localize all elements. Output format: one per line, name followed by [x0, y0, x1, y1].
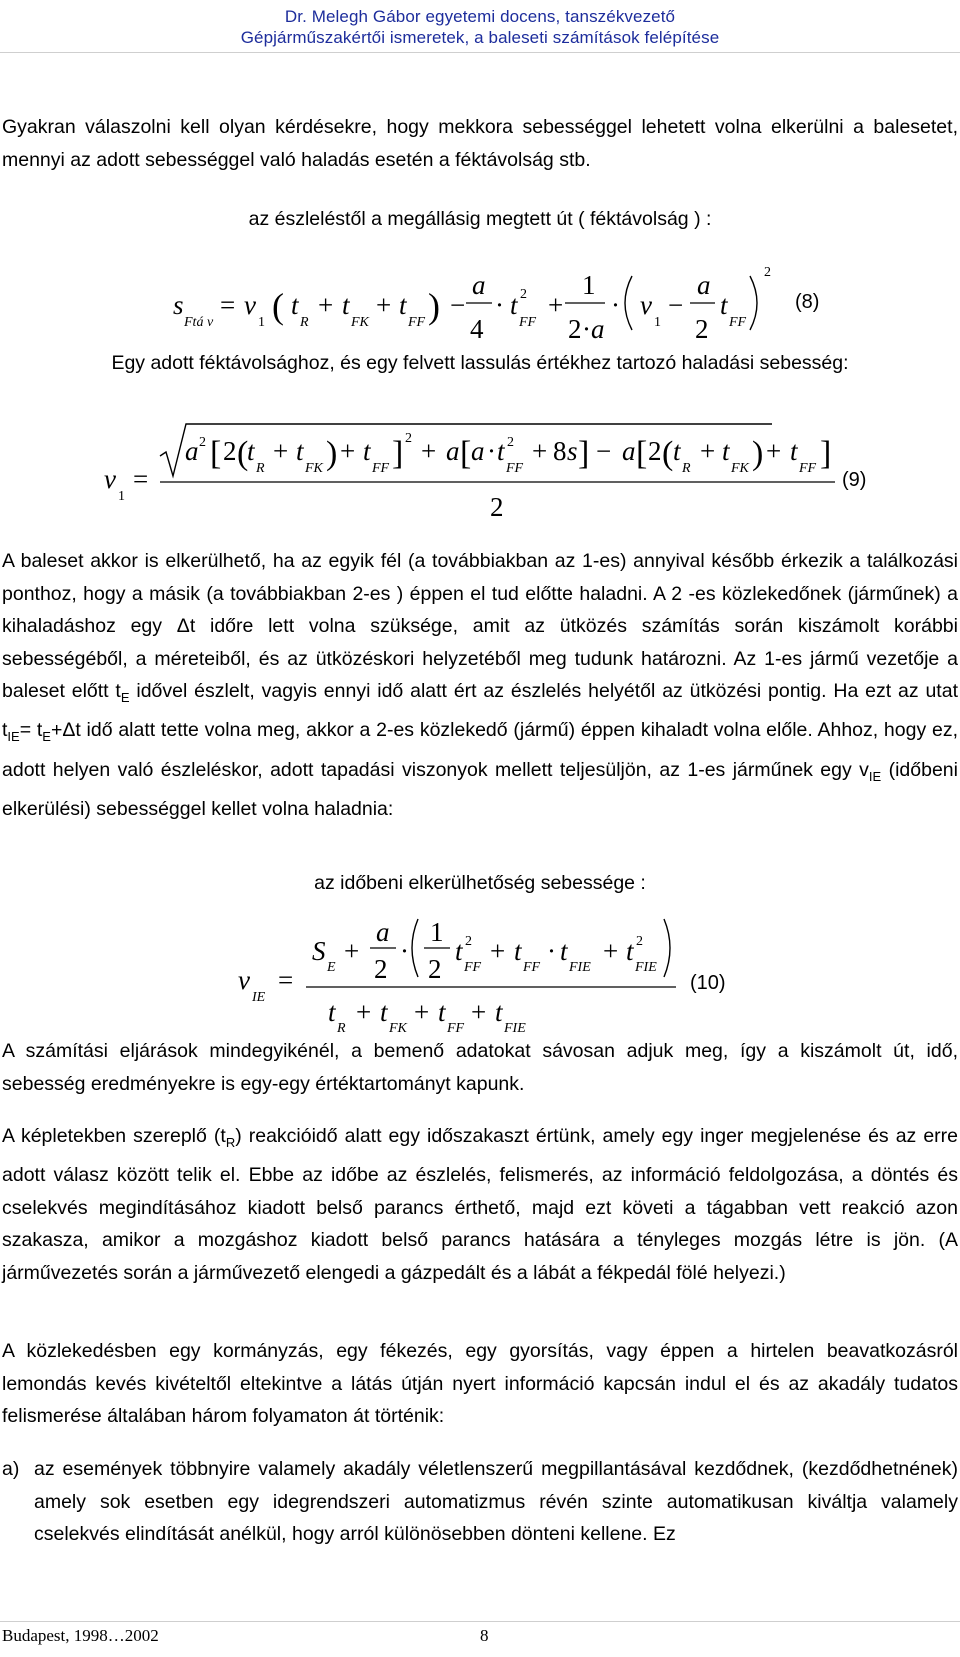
formula-9	[0, 418, 960, 528]
intro-paragraph: Gyakran válaszolni kell olyan kérdésekre, hogy mekkora sebességgel lehetett volna elkerülni a balesetet, mennyi az adott sebességgel való haladás esetén a féktávolság stb.	[2, 116, 958, 171]
svg-text:R: R	[337, 1021, 346, 1035]
svg-text:FK: FK	[305, 461, 323, 476]
text-run: (időbeni elkerülési) sebességgel kellet volna haladnia:	[2, 758, 958, 821]
svg-text:·: ·	[611, 290, 620, 320]
svg-text:t: t	[510, 290, 518, 320]
svg-text:[: [	[460, 435, 472, 472]
svg-text:[: [	[636, 435, 648, 472]
svg-text:·: ·	[487, 436, 496, 466]
svg-text:2: 2	[764, 265, 771, 280]
svg-text:FK: FK	[351, 315, 369, 330]
svg-text:v: v	[238, 965, 250, 995]
svg-text:a: a	[472, 270, 486, 300]
svg-text:2: 2	[199, 435, 206, 450]
svg-text:Ftá: Ftá	[184, 315, 204, 330]
svg-text:2: 2	[520, 287, 527, 302]
svg-text:+: +	[603, 936, 619, 966]
svg-text:+: +	[376, 290, 392, 320]
svg-text:2: 2	[636, 934, 643, 949]
svg-text:+: +	[273, 436, 289, 466]
reaction-paragraph	[2, 1120, 958, 1289]
svg-text:): )	[752, 435, 764, 472]
svg-text:(: (	[237, 435, 249, 472]
svg-text:−: −	[596, 436, 612, 466]
svg-text:]: ]	[578, 435, 590, 472]
svg-text:−: −	[450, 290, 466, 320]
svg-text:a: a	[185, 436, 199, 466]
svg-text:s: s	[173, 290, 184, 320]
text-run: ) reakcióidő alatt egy időszakaszt értünk, amely egy inger megjelenése és az erre adott válasz között telik el. Ebbe az időbe az észlelés, felismerés, az információ feldolgozása, a döntés és cselekvés megindításához kiadott belső parancs érthető, majd ezt követi a tágabban vett reakció azon szakasza, amikor a mozgáshoz kiadott belső parancs hatására a tényleges mozgás létre is jön. (A járművezetés során a járművezető elengedi a gázpedált és a lábát a fékpedál fölé helyezi.)	[2, 1125, 958, 1284]
svg-text:v: v	[207, 315, 214, 330]
svg-text:1: 1	[118, 489, 125, 504]
svg-text:+: +	[471, 997, 487, 1027]
svg-text:a: a	[471, 436, 485, 466]
svg-text:+: +	[532, 436, 548, 466]
svg-text:+: +	[548, 290, 564, 320]
text-run: idővel észlelt, vagyis ennyi idő alatt ért az észlelés helyétől az ütközési pontig. Ha ezt az utat t	[2, 680, 958, 742]
list-item-text: az események többnyire valamely akadály véletlenszerű megpillantásával kezdődnek, (kezdődhetnének) amely sok esetben egy idegrendszeri automatizmus révén szinte automatikusan kiváltja valamely cselekvés elindítását anélkül, hogy arról különösebben dönteni kellene. Ez	[34, 1458, 958, 1545]
list-marker: a)	[2, 1458, 20, 1480]
footer-divider	[0, 1621, 960, 1622]
svg-text:·: ·	[582, 314, 591, 344]
svg-text:): )	[326, 435, 338, 472]
svg-text:FF: FF	[464, 960, 482, 975]
svg-text:t: t	[720, 290, 728, 320]
svg-text:t: t	[497, 436, 505, 466]
svg-text:FF: FF	[799, 461, 817, 476]
ranges-paragraph: A számítási eljárások mindegyikénél, a bemenő adatokat sávosan adjuk meg, így a kiszámolt út, idő, sebesség eredményekre is egy-egy értéktartományt kapunk.	[2, 1040, 958, 1095]
svg-text:1: 1	[582, 270, 596, 300]
svg-text:+: +	[490, 936, 506, 966]
header-divider	[0, 52, 960, 53]
svg-text:FF: FF	[372, 461, 390, 476]
svg-text:4: 4	[470, 314, 484, 344]
page-footer	[2, 1626, 958, 1652]
page-header	[0, 6, 960, 48]
svg-text:t: t	[342, 290, 350, 320]
svg-text:+: +	[700, 436, 716, 466]
svg-text:t: t	[514, 936, 522, 966]
svg-text:2: 2	[695, 314, 709, 344]
text-run: t időre lett volna szüksége, amit az ütközés számítás során kiszámolt korábbi sebességéből, a méreteiből, és az ütközéskori helyzetéből meg tudunk határozni. Az 1-es jármű vezetője a baleset előtt t	[2, 615, 958, 702]
svg-text:a: a	[446, 436, 460, 466]
subscript: IE	[7, 729, 20, 745]
svg-text:·: ·	[495, 290, 504, 320]
svg-text:t: t	[247, 436, 255, 466]
svg-text:−: −	[668, 290, 684, 320]
svg-text:t: t	[291, 290, 299, 320]
svg-text:t: t	[495, 997, 503, 1027]
svg-text:FF: FF	[447, 1021, 465, 1035]
svg-text:R: R	[682, 461, 691, 476]
text-run: A képletekben szereplő (t	[2, 1125, 226, 1147]
svg-text:+: +	[414, 997, 430, 1027]
svg-text:1: 1	[654, 315, 661, 330]
svg-text:FF: FF	[523, 960, 541, 975]
footer-place-date: Budapest, 1998…2002	[2, 1626, 159, 1645]
svg-text:t: t	[399, 290, 407, 320]
svg-text:R: R	[256, 461, 265, 476]
traffic-paragraph: A közlekedésben egy kormányzás, egy fékezés, egy gyorsítás, vagy éppen a hirtelen beavatkozásról lemondás kevés kivételtől eltekintve a látás útján nyert információ kapcsán indul el és az akadály tudatos felismerése általában három folyamaton át történik:	[2, 1340, 958, 1427]
svg-text:t: t	[626, 936, 634, 966]
formula10-label: az időbeni elkerülhetőség sebessége :	[314, 872, 646, 894]
svg-text:t: t	[363, 436, 371, 466]
svg-text:E: E	[327, 960, 336, 975]
svg-text:t: t	[790, 436, 798, 466]
svg-text:t: t	[296, 436, 304, 466]
svg-text:R: R	[300, 315, 309, 330]
text-run: t idő alatt tette volna meg, akkor a 2-es közlekedő (jármű) éppen kihaladt volna előle. Ahhoz, hogy ez, adott helyen való észleléskor, adott tapadási viszonyok mellett teljesüljön, az 1-es járműnek egy v	[2, 719, 958, 781]
svg-text:FF: FF	[506, 461, 524, 476]
svg-text:t: t	[380, 997, 388, 1027]
svg-text:FIE: FIE	[504, 1021, 526, 1035]
subscript: IE	[868, 768, 882, 784]
svg-text:]: ]	[820, 435, 832, 472]
formula9-number: (9)	[842, 469, 867, 491]
svg-text:1: 1	[430, 917, 444, 947]
svg-text:2: 2	[507, 435, 514, 450]
svg-text:FIE: FIE	[569, 960, 591, 975]
formula8-label: az észleléstől a megállásig megtett út ( féktávolság ) :	[248, 208, 712, 230]
formula10-number: (10)	[690, 972, 726, 994]
svg-text:a: a	[622, 436, 636, 466]
svg-text:t: t	[722, 436, 730, 466]
svg-text:t: t	[673, 436, 681, 466]
svg-text:a: a	[591, 314, 605, 344]
text-run: = t	[19, 719, 43, 742]
svg-text:+: +	[340, 436, 356, 466]
svg-text:FF: FF	[729, 315, 747, 330]
svg-text:·: ·	[547, 936, 556, 966]
svg-text:2: 2	[465, 934, 472, 949]
svg-text:=: =	[220, 290, 236, 320]
svg-text:FF: FF	[408, 315, 426, 330]
svg-text:t: t	[560, 936, 568, 966]
formula9-label: Egy adott féktávolsághoz, és egy felvett lassulás értékhez tartozó haladási sebesség:	[111, 352, 849, 374]
svg-text:]: ]	[392, 435, 404, 472]
svg-text:2: 2	[405, 431, 412, 446]
svg-text:v: v	[104, 464, 116, 494]
svg-text:a: a	[376, 917, 390, 947]
svg-text:(: (	[272, 286, 284, 326]
svg-text:2: 2	[490, 492, 504, 522]
svg-text:FK: FK	[731, 461, 749, 476]
svg-text:S: S	[312, 936, 326, 966]
delta-symbol: Δ	[62, 719, 76, 742]
svg-text:FIE: FIE	[635, 960, 657, 975]
svg-text:+: +	[344, 936, 360, 966]
svg-text:FK: FK	[389, 1021, 407, 1035]
svg-text:s: s	[567, 436, 578, 466]
svg-text:2: 2	[648, 436, 662, 466]
subscript: R	[225, 1134, 236, 1150]
svg-text:[: [	[210, 435, 222, 472]
list-item	[2, 1453, 958, 1551]
svg-text:t: t	[328, 997, 336, 1027]
svg-text:2: 2	[428, 954, 442, 984]
formula8-number: (8)	[795, 291, 820, 313]
svg-text:+: +	[356, 997, 372, 1027]
svg-text:2: 2	[568, 314, 582, 344]
formula-10	[0, 905, 960, 1035]
header-author: Dr. Melegh Gábor egyetemi docens, tanszékvezető	[284, 7, 676, 26]
svg-text:t: t	[455, 936, 463, 966]
svg-text:+: +	[318, 290, 334, 320]
svg-text:): )	[428, 286, 440, 326]
svg-text:8: 8	[553, 436, 567, 466]
svg-text:v: v	[244, 290, 256, 320]
svg-text:a: a	[697, 270, 711, 300]
avoidance-paragraph	[2, 545, 958, 826]
svg-text:1: 1	[258, 315, 265, 330]
svg-text:2: 2	[374, 954, 388, 984]
svg-text:+: +	[766, 436, 782, 466]
svg-text:2: 2	[223, 436, 237, 466]
subscript: E	[42, 729, 51, 745]
svg-text:=: =	[278, 965, 294, 995]
svg-text:FF: FF	[519, 315, 537, 330]
svg-text:+: +	[421, 436, 437, 466]
text-run: +	[50, 719, 63, 742]
subscript: E	[120, 689, 130, 705]
svg-text:v: v	[640, 290, 652, 320]
svg-text:t: t	[438, 997, 446, 1027]
svg-text:IE: IE	[252, 990, 266, 1005]
header-title: Gépjárműszakértői ismeretek, a baleseti számítások felépítése	[240, 28, 720, 47]
svg-text:=: =	[133, 464, 149, 494]
page-number: 8	[480, 1626, 489, 1645]
svg-text:·: ·	[400, 936, 409, 966]
svg-text:(: (	[662, 435, 674, 472]
text-run: A baleset akkor is elkerülhető, ha az egyik fél (a továbbiakban az 1-es) annyival később érkezik a találkozási ponthoz, hogy a másik (a továbbiakban 2-es ) éppen el tud előtte haladni. A 2 -es közlekedőnek (járműnek) a kihaladáshoz egy	[2, 550, 958, 637]
delta-symbol: Δ	[176, 615, 190, 637]
